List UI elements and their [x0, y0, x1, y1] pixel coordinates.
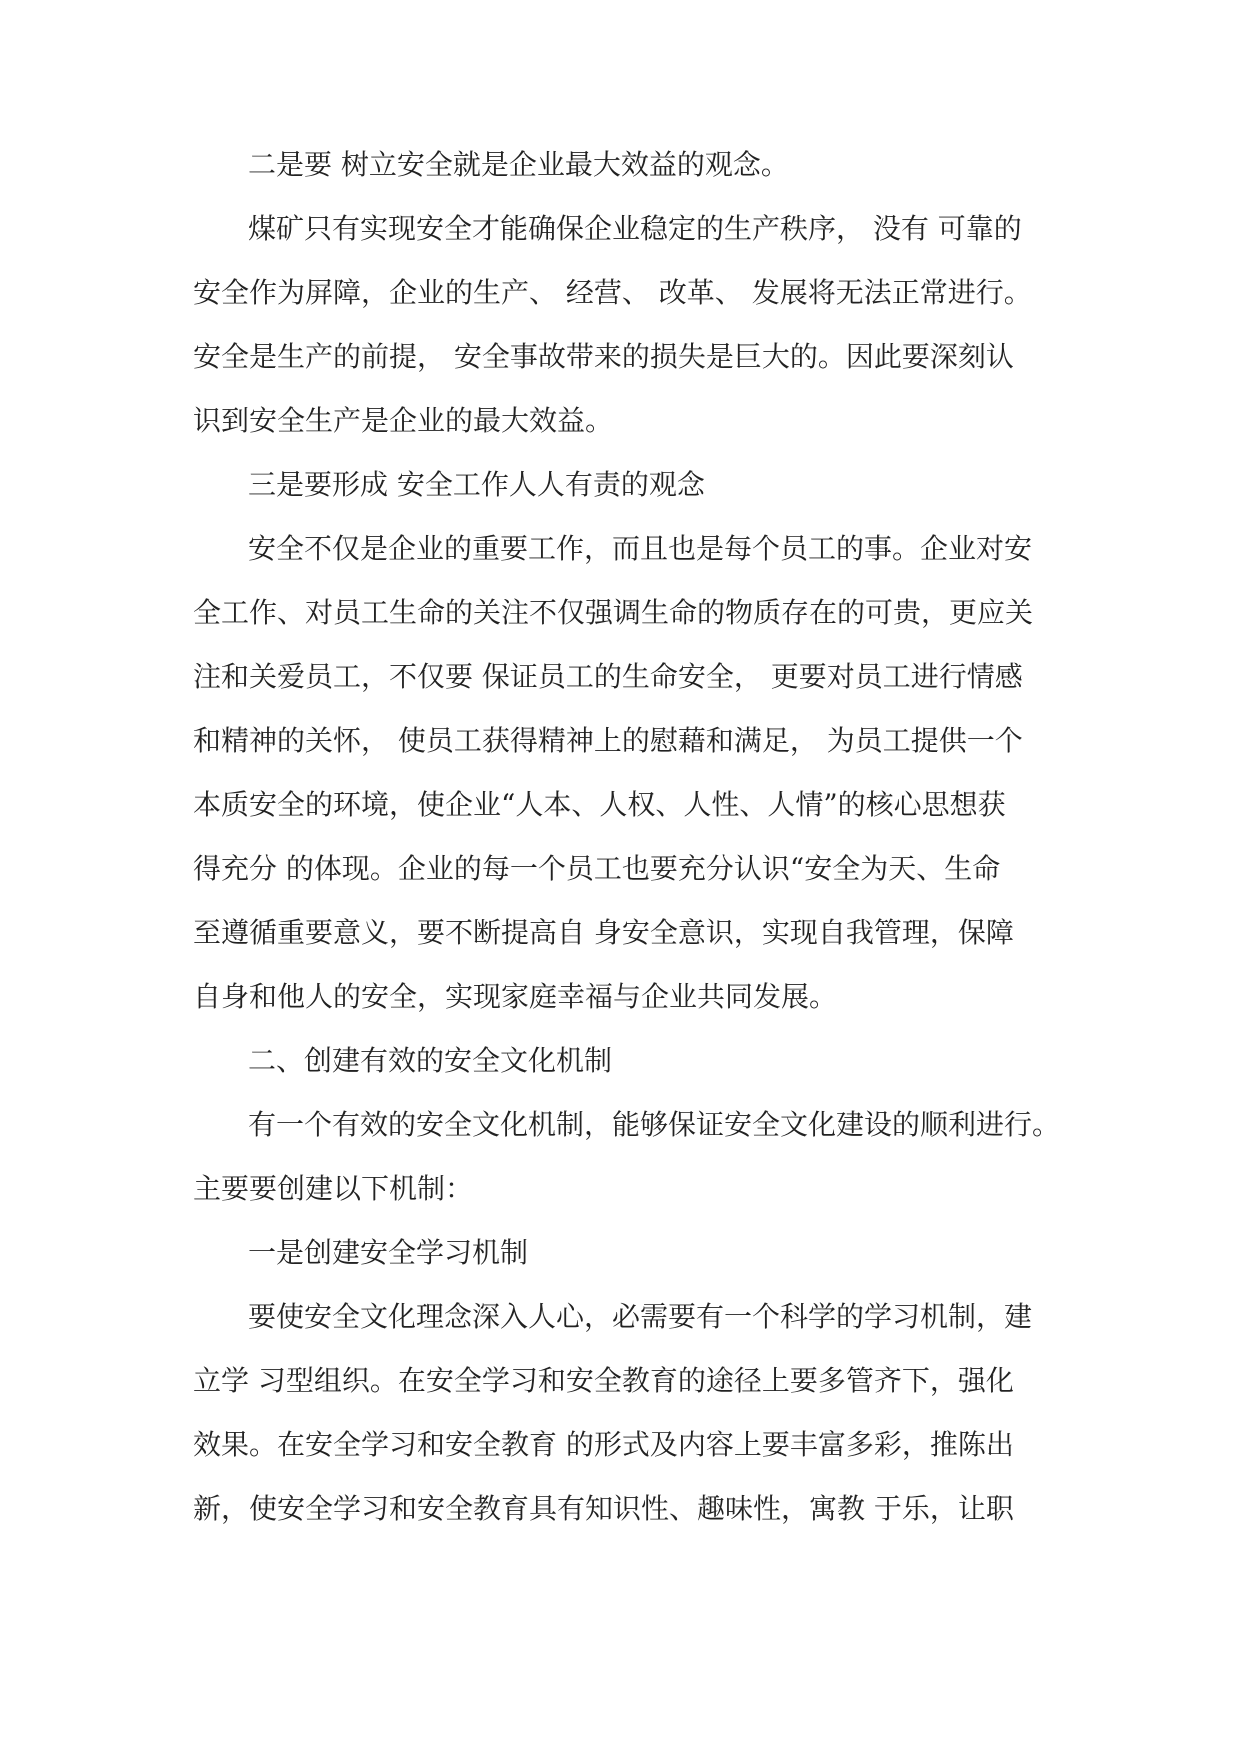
text-line: 本质安全的环境，使企业“人本、人权、人性、人情”的核心思想获 — [193, 788, 1006, 821]
text-line: 和精神的关怀， 使员工获得精神上的慰藉和满足， 为员工提供一个 — [193, 724, 1023, 757]
text-line: 二是要 树立安全就是企业最大效益的观念。 — [248, 148, 789, 181]
text-line: 注和关爱员工，不仅要 保证员工的生命安全， 更要对员工进行情感 — [193, 660, 1023, 693]
text-line: 自身和他人的安全，实现家庭幸福与企业共同发展。 — [193, 980, 838, 1013]
text-line: 二、创建有效的安全文化机制 — [248, 1044, 613, 1077]
text-line: 三是要形成 安全工作人人有责的观念 — [248, 468, 705, 501]
text-line: 全工作、对员工生命的关注不仅强调生命的物质存在的可贵，更应关 — [193, 596, 1034, 629]
text-line: 要使安全文化理念深入人心，必需要有一个科学的学习机制，建 — [248, 1300, 1033, 1333]
text-line: 安全作为屏障，企业的生产、 经营、 改革、 发展将无法正常进行。 — [193, 276, 1032, 309]
text-line: 立学 习型组织。在安全学习和安全教育的途径上要多管齐下，强化 — [193, 1364, 1014, 1397]
text-line: 煤矿只有实现安全才能确保企业稳定的生产秩序， 没有 可靠的 — [248, 212, 1022, 245]
text-line: 一是创建安全学习机制 — [248, 1236, 529, 1269]
text-line: 得充分 的体现。企业的每一个员工也要充分认识“安全为天、生命 — [193, 852, 1001, 885]
text-line: 主要要创建以下机制： — [193, 1172, 474, 1205]
text-line: 识到安全生产是企业的最大效益。 — [193, 404, 614, 437]
text-line: 安全不仅是企业的重要工作，而且也是每个员工的事。企业对安 — [248, 532, 1033, 565]
text-line: 有一个有效的安全文化机制，能够保证安全文化建设的顺利进行。 — [248, 1108, 1061, 1141]
text-line: 效果。在安全学习和安全教育 的形式及内容上要丰富多彩，推陈出 — [193, 1428, 1014, 1461]
text-line: 新，使安全学习和安全教育具有知识性、趣味性，寓教 于乐，让职 — [193, 1492, 1014, 1525]
text-line: 安全是生产的前提， 安全事故带来的损失是巨大的。因此要深刻认 — [193, 340, 1014, 373]
text-line: 至遵循重要意义，要不断提高自 身安全意识，实现自我管理，保障 — [193, 916, 1014, 949]
